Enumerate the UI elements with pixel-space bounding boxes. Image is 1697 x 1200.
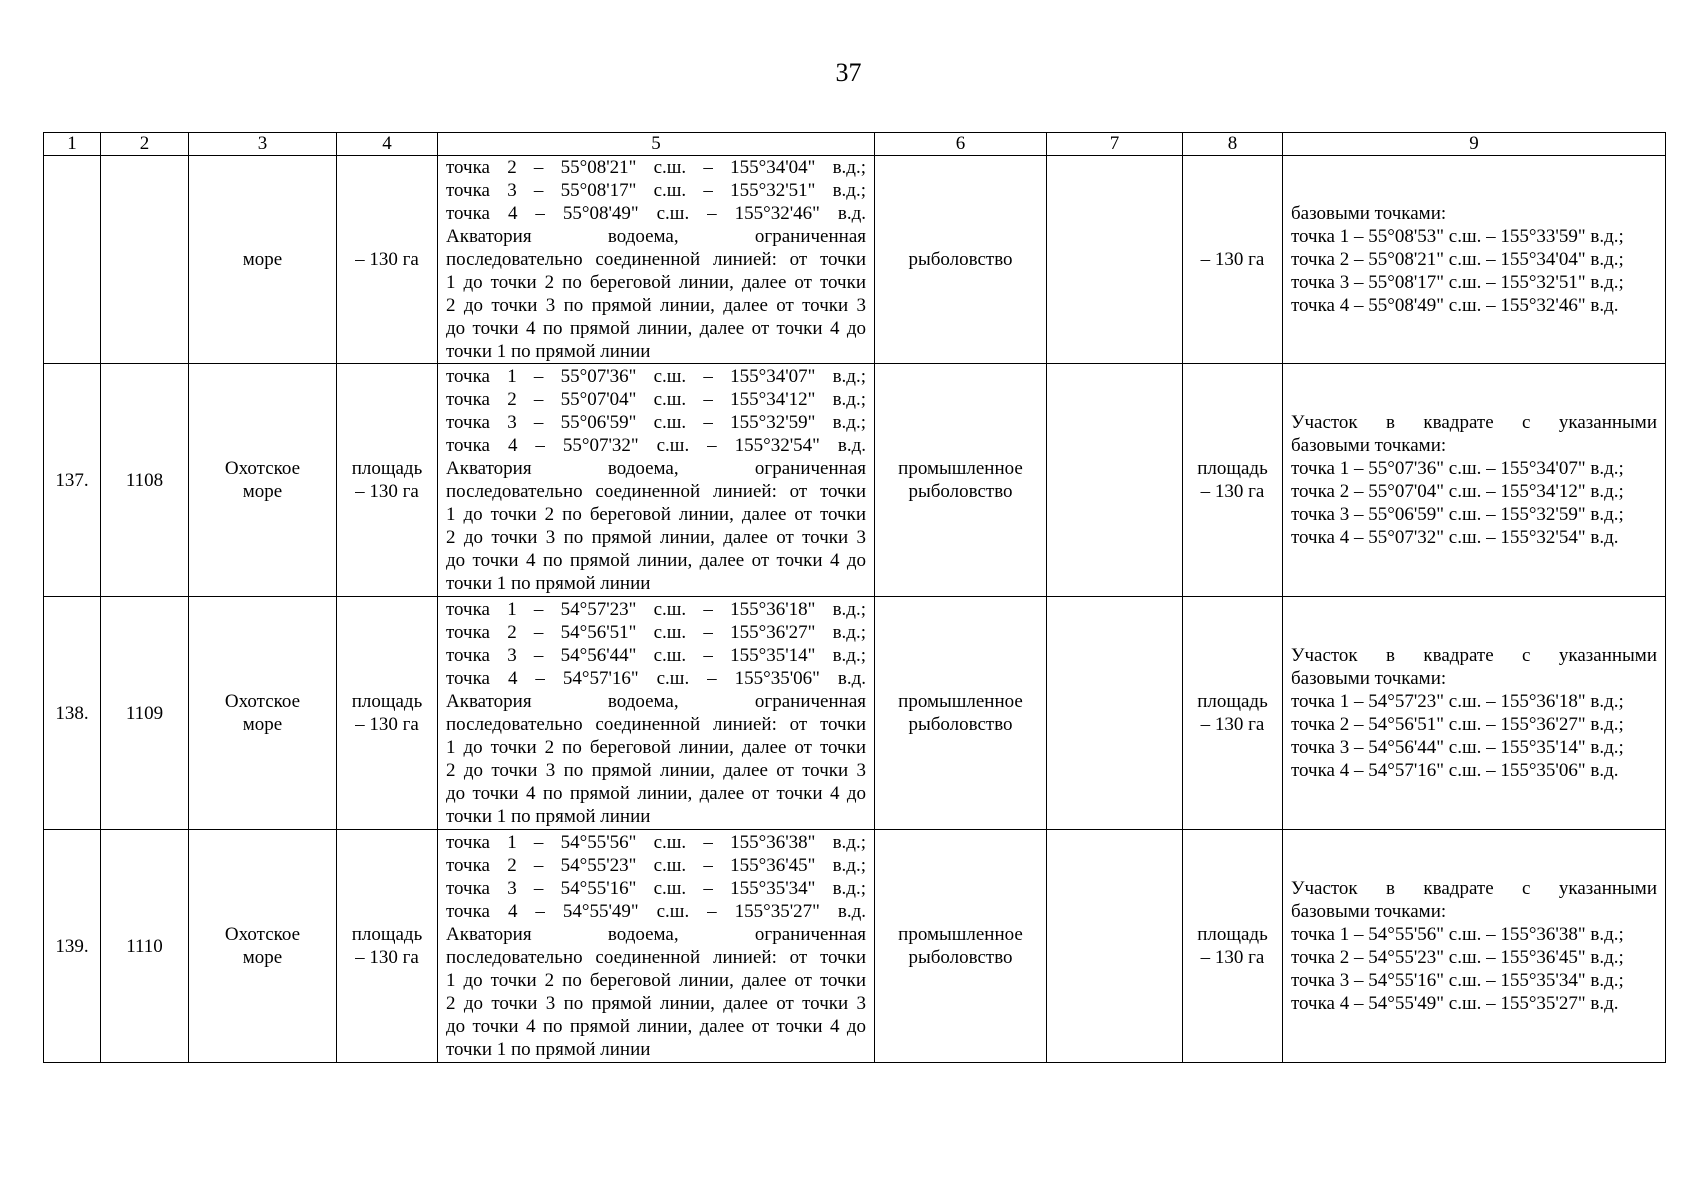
table-row (44, 364, 1666, 597)
column-header: 6 (875, 133, 1047, 156)
water-body-cell (189, 597, 337, 830)
base-points-line: точка 2 – 54°55'23" с.ш. – 155°36'45" в.д.; (1291, 947, 1624, 968)
area-size-line: – 130 га (355, 947, 419, 968)
column-7-cell (1047, 597, 1183, 830)
base-points-line: точка 4 – 54°55'49" с.ш. – 155°35'27" в.д. (1291, 993, 1619, 1014)
area-size-cell (1183, 830, 1283, 1063)
column-7-cell (1047, 830, 1183, 1063)
boundary-description-cell (438, 830, 875, 1063)
area-size-line: площадь (1197, 924, 1268, 945)
column-number-header-row (44, 133, 1666, 156)
base-points-line: Участок в квадрате с указанными (1291, 878, 1657, 899)
description-line: до точки 4 по прямой линии, далее от точки 4 до (446, 318, 866, 339)
area-size-line: площадь (1197, 458, 1268, 479)
base-points-line: точка 4 – 55°07'32" с.ш. – 155°32'54" в.д. (1291, 527, 1619, 548)
description-line: 2 до точки 3 по прямой линии, далее от точки 3 (446, 760, 866, 781)
base-points-line: базовыми точками: (1291, 901, 1447, 922)
description-line: последовательно соединенной линией: от точки (446, 481, 866, 502)
description-line: последовательно соединенной линией: от точки (446, 947, 866, 968)
description-line: Акватория водоема, ограниченная (446, 226, 866, 247)
column-header: 2 (101, 133, 189, 156)
area-size-cell (337, 364, 438, 597)
description-line: точка 4 – 54°55'49" с.ш. – 155°35'27" в.д. (446, 901, 866, 922)
row-number-cell: 138. (44, 597, 101, 830)
table-row (44, 597, 1666, 830)
area-size-cell: – 130 га (1183, 156, 1283, 364)
base-points-line: точка 1 – 54°55'56" с.ш. – 155°36'38" в.д.; (1291, 924, 1624, 945)
area-size-line: – 130 га (1200, 947, 1265, 968)
description-line: последовательно соединенной линией: от точки (446, 714, 866, 735)
base-points-cell (1283, 156, 1666, 364)
table-row-continued (44, 156, 1666, 364)
purpose-cell: рыболовство (875, 156, 1047, 364)
description-line: 2 до точки 3 по прямой линии, далее от точки 3 (446, 295, 866, 316)
description-line: точка 2 – 54°55'23" с.ш. – 155°36'45" в.д.; (446, 855, 866, 876)
base-points-cell (1283, 364, 1666, 597)
purpose-line: рыболовство (908, 947, 1013, 968)
boundary-description-cell (438, 156, 875, 364)
purpose-line: промышленное (898, 691, 1023, 712)
base-points-line: точка 3 – 54°55'16" с.ш. – 155°35'34" в.д.; (1291, 970, 1624, 991)
table-row (44, 830, 1666, 1063)
base-points-line: точка 1 – 55°07'36" с.ш. – 155°34'07" в.д.; (1291, 458, 1624, 479)
water-body-cell (189, 830, 337, 1063)
base-points-cell (1283, 597, 1666, 830)
description-line: 1 до точки 2 по береговой линии, далее от точки (446, 737, 866, 758)
description-line: точки 1 по прямой линии (446, 806, 651, 827)
description-line: до точки 4 по прямой линии, далее от точки 4 до (446, 783, 866, 804)
base-points-line: точка 2 – 55°08'21" с.ш. – 155°34'04" в.д.; (1291, 249, 1624, 270)
row-number-cell: 137. (44, 364, 101, 597)
base-points-line: базовыми точками: (1291, 203, 1447, 224)
column-header: 3 (189, 133, 337, 156)
description-line: точка 3 – 54°56'44" с.ш. – 155°35'14" в.д.; (446, 645, 866, 666)
area-id-cell: 1109 (101, 597, 189, 830)
row-number-cell (44, 156, 101, 364)
base-points-line: Участок в квадрате с указанными (1291, 412, 1657, 433)
water-body-line: Охотское (224, 691, 301, 712)
description-line: Акватория водоема, ограниченная (446, 691, 866, 712)
area-size-line: – 130 га (355, 714, 419, 735)
column-header: 9 (1283, 133, 1666, 156)
area-size-line: – 130 га (1200, 481, 1265, 502)
area-size-line: площадь (351, 924, 423, 945)
water-body-line: море (242, 714, 283, 735)
description-line: точки 1 по прямой линии (446, 341, 651, 362)
water-body-line: море (242, 481, 283, 502)
area-size-line: площадь (351, 458, 423, 479)
description-line: Акватория водоема, ограниченная (446, 924, 866, 945)
description-line: последовательно соединенной линией: от точки (446, 249, 866, 270)
description-line: 1 до точки 2 по береговой линии, далее от точки (446, 970, 866, 991)
base-points-line: точка 1 – 54°57'23" с.ш. – 155°36'18" в.д.; (1291, 691, 1624, 712)
purpose-cell (875, 597, 1047, 830)
water-body-line: море (242, 947, 283, 968)
description-line: точка 1 – 54°57'23" с.ш. – 155°36'18" в.д.; (446, 599, 866, 620)
column-7-cell (1047, 156, 1183, 364)
description-line: точка 1 – 54°55'56" с.ш. – 155°36'38" в.д.; (446, 832, 866, 853)
description-line: точки 1 по прямой линии (446, 573, 651, 594)
area-size-cell (1183, 597, 1283, 830)
description-line: точка 3 – 55°06'59" с.ш. – 155°32'59" в.д.; (446, 412, 866, 433)
column-header: 7 (1047, 133, 1183, 156)
base-points-line: точка 1 – 55°08'53" с.ш. – 155°33'59" в.д.; (1291, 226, 1624, 247)
area-size-cell (337, 597, 438, 830)
area-id-cell (101, 156, 189, 364)
description-line: точка 4 – 55°08'49" с.ш. – 155°32'46" в.д. (446, 203, 866, 224)
water-body-line: Охотское (224, 924, 301, 945)
area-id-cell: 1108 (101, 364, 189, 597)
column-header: 8 (1183, 133, 1283, 156)
area-size-line: – 130 га (1200, 714, 1265, 735)
area-size-line: площадь (1197, 691, 1268, 712)
base-points-line: точка 2 – 55°07'04" с.ш. – 155°34'12" в.д.; (1291, 481, 1624, 502)
column-7-cell (1047, 364, 1183, 597)
area-size-line: площадь (351, 691, 423, 712)
row-number-cell: 139. (44, 830, 101, 1063)
base-points-line: точка 4 – 54°57'16" с.ш. – 155°35'06" в.д. (1291, 760, 1619, 781)
base-points-cell (1283, 830, 1666, 1063)
purpose-cell (875, 364, 1047, 597)
purpose-cell (875, 830, 1047, 1063)
description-line: 2 до точки 3 по прямой линии, далее от точки 3 (446, 993, 866, 1014)
purpose-line: промышленное (898, 458, 1023, 479)
column-header: 1 (44, 133, 101, 156)
purpose-line: промышленное (898, 924, 1023, 945)
description-line: точка 2 – 54°56'51" с.ш. – 155°36'27" в.д.; (446, 622, 866, 643)
area-size-line: – 130 га (355, 481, 419, 502)
purpose-line: рыболовство (908, 714, 1013, 735)
area-size-cell (337, 830, 438, 1063)
description-line: точка 2 – 55°08'21" с.ш. – 155°34'04" в.д.; (446, 157, 866, 178)
base-points-line: точка 3 – 54°56'44" с.ш. – 155°35'14" в.д.; (1291, 737, 1624, 758)
description-line: 2 до точки 3 по прямой линии, далее от точки 3 (446, 527, 866, 548)
description-line: до точки 4 по прямой линии, далее от точки 4 до (446, 1016, 866, 1037)
area-size-cell (1183, 364, 1283, 597)
description-line: 1 до точки 2 по береговой линии, далее от точки (446, 272, 866, 293)
area-id-cell: 1110 (101, 830, 189, 1063)
base-points-line: базовыми точками: (1291, 668, 1447, 689)
base-points-line: Участок в квадрате с указанными (1291, 645, 1657, 666)
boundary-description-cell (438, 364, 875, 597)
base-points-line: базовыми точками: (1291, 435, 1447, 456)
description-line: 1 до точки 2 по береговой линии, далее от точки (446, 504, 866, 525)
column-header: 4 (337, 133, 438, 156)
description-line: точка 3 – 55°08'17" с.ш. – 155°32'51" в.д.; (446, 180, 866, 201)
base-points-line: точка 3 – 55°06'59" с.ш. – 155°32'59" в.д.; (1291, 504, 1624, 525)
description-line: точка 3 – 54°55'16" с.ш. – 155°35'34" в.д.; (446, 878, 866, 899)
description-line: Акватория водоема, ограниченная (446, 458, 866, 479)
base-points-line: точка 2 – 54°56'51" с.ш. – 155°36'27" в.д.; (1291, 714, 1624, 735)
base-points-line: точка 4 – 55°08'49" с.ш. – 155°32'46" в.д. (1291, 295, 1619, 316)
description-line: точка 1 – 55°07'36" с.ш. – 155°34'07" в.д.; (446, 366, 866, 387)
purpose-line: рыболовство (908, 481, 1013, 502)
fishing-areas-table (43, 132, 1666, 1063)
description-line: точка 2 – 55°07'04" с.ш. – 155°34'12" в.д.; (446, 389, 866, 410)
water-body-line: Охотское (224, 458, 301, 479)
boundary-description-cell (438, 597, 875, 830)
water-body-cell (189, 364, 337, 597)
description-line: точка 4 – 55°07'32" с.ш. – 155°32'54" в.д. (446, 435, 866, 456)
description-line: точки 1 по прямой линии (446, 1039, 651, 1060)
description-line: до точки 4 по прямой линии, далее от точки 4 до (446, 550, 866, 571)
area-size-cell: – 130 га (337, 156, 438, 364)
base-points-line: точка 3 – 55°08'17" с.ш. – 155°32'51" в.д.; (1291, 272, 1624, 293)
column-header: 5 (438, 133, 875, 156)
description-line: точка 4 – 54°57'16" с.ш. – 155°35'06" в.д. (446, 668, 866, 689)
page-number: 37 (835, 58, 862, 87)
water-body-cell: море (189, 156, 337, 364)
